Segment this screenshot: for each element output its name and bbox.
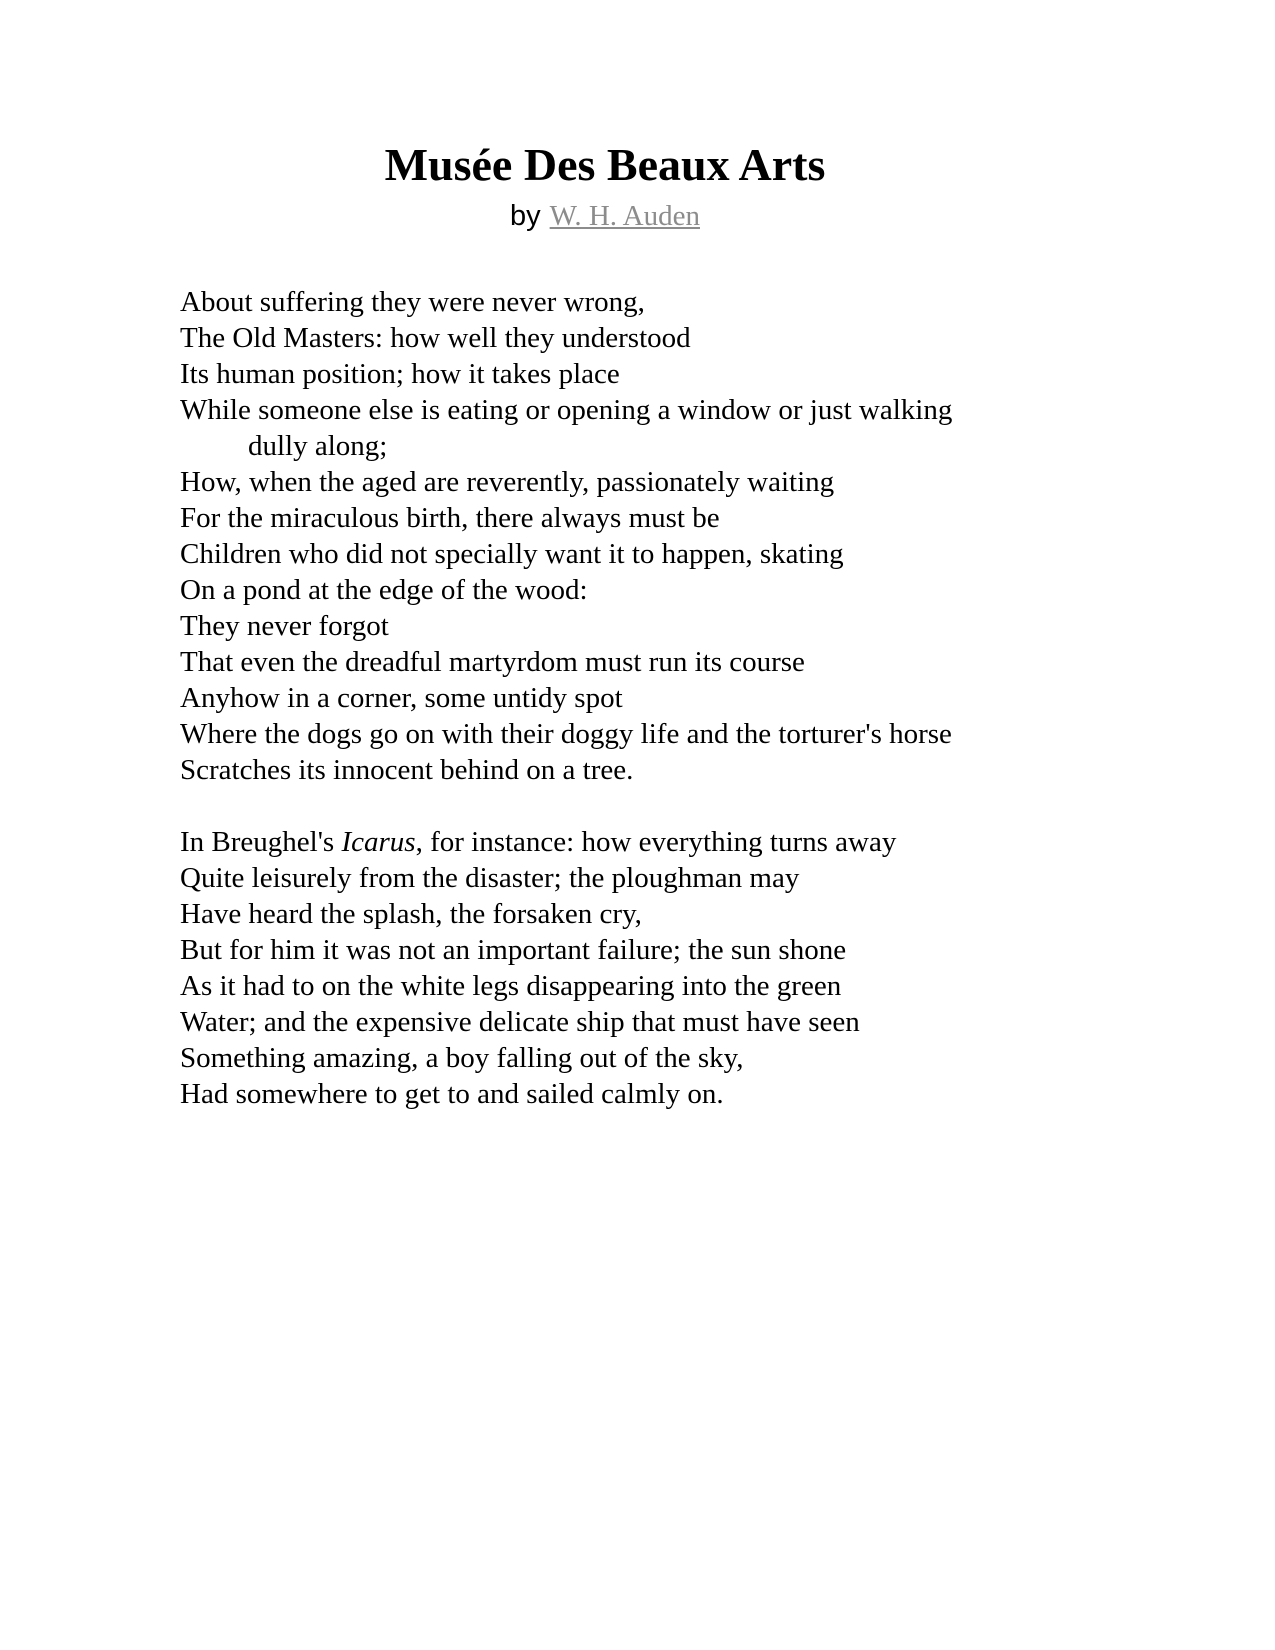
poem-line (180, 464, 1030, 500)
poem-line-segment: Anyhow in a corner, some untidy spot (180, 682, 623, 714)
poem-line (180, 896, 1030, 932)
poem-line-segment: As it had to on the white legs disappearing into the green (180, 970, 842, 1002)
poem-line-segment: , for instance: how everything turns away (415, 826, 897, 858)
poem-line (180, 284, 1030, 320)
poem-line (180, 392, 1030, 428)
poem-line-segment: dully along; (248, 430, 388, 462)
poem-line (180, 1040, 1030, 1076)
poem-line-segment: Had somewhere to get to and sailed calmly on. (180, 1078, 724, 1110)
poem-line-segment: Water; and the expensive delicate ship that must have seen (180, 1006, 860, 1038)
poem-line (180, 932, 1030, 968)
poem-line-segment: But for him it was not an important failure; the sun shone (180, 934, 847, 966)
poem-line (180, 680, 1030, 716)
poem-line-segment: Children who did not specially want it to happen, skating (180, 538, 844, 570)
poem-line (180, 428, 1030, 464)
poem-line (180, 968, 1030, 1004)
poem-line-segment: In Breughel's (180, 826, 342, 858)
stanza (180, 824, 1030, 1112)
poem-line-segment: The Old Masters: how well they understood (180, 322, 691, 354)
author-link[interactable]: W. H. Auden (549, 200, 700, 232)
poem-line-segment: That even the dreadful martyrdom must run its course (180, 646, 805, 678)
poem-line (180, 752, 1030, 788)
poem-line-segment: Have heard the splash, the forsaken cry, (180, 898, 642, 930)
poem-line-segment: How, when the aged are reverently, passionately waiting (180, 466, 835, 498)
poem-line-segment: Quite leisurely from the disaster; the ploughman may (180, 862, 800, 894)
poem-line (180, 536, 1030, 572)
poem-line-segment: Scratches its innocent behind on a tree. (180, 754, 634, 786)
poem-line-segment: On a pond at the edge of the wood: (180, 574, 588, 606)
document-page (180, 0, 1030, 1112)
poem-line-segment: For the miraculous birth, there always must be (180, 502, 720, 534)
byline (180, 198, 1030, 234)
poem-line (180, 356, 1030, 392)
byline-prefix: by (509, 200, 541, 232)
poem-line (180, 860, 1030, 896)
poem-line (180, 824, 1030, 860)
poem-line (180, 644, 1030, 680)
poem-line (180, 608, 1030, 644)
poem-line-segment: Where the dogs go on with their doggy life and the torturer's horse (180, 718, 952, 750)
poem-body (180, 284, 1030, 1112)
poem-line-segment: Its human position; how it takes place (180, 358, 620, 390)
poem-line (180, 500, 1030, 536)
poem-line-segment: Something amazing, a boy falling out of the sky, (180, 1042, 744, 1074)
poem-line-segment: They never forgot (180, 610, 389, 642)
poem-line-italic-segment: Icarus (341, 826, 416, 858)
stanza (180, 284, 1030, 788)
poem-line (180, 716, 1030, 752)
poem-line (180, 1004, 1030, 1040)
poem-line-segment: While someone else is eating or opening a window or just walking (180, 394, 953, 426)
poem-line (180, 1076, 1030, 1112)
poem-title: Musée Des Beaux Arts (384, 139, 826, 190)
poem-line (180, 320, 1030, 356)
poem-line-segment: About suffering they were never wrong, (180, 286, 645, 318)
poem-line (180, 572, 1030, 608)
